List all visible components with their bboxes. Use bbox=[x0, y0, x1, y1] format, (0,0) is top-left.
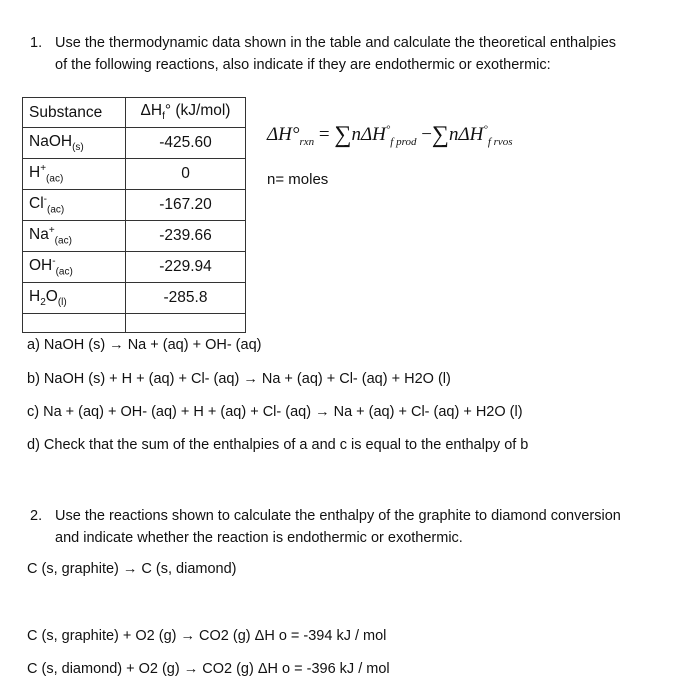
substance-cell: $OH^-_{(ac)}$ bbox=[23, 252, 126, 283]
q1-number: 1. bbox=[30, 35, 43, 51]
eq-lhs: ΔH° bbox=[267, 124, 300, 145]
q2-line2: and indicate whether the reaction is endothermic or exothermic. bbox=[55, 530, 463, 546]
table-row bbox=[23, 283, 246, 314]
table-row bbox=[23, 128, 246, 159]
sum-icon: ∑ bbox=[431, 122, 450, 148]
value-cell: -229.94 bbox=[126, 252, 246, 283]
q2-reaction-2: C (s, diamond) + O2 (g) → CO2 (g) ΔH o = -396 kJ / mol bbox=[27, 661, 390, 677]
value-cell: -239.66 bbox=[126, 221, 246, 252]
eq-lhs-sub: rxn bbox=[299, 135, 315, 148]
value-cell: -425.60 bbox=[126, 128, 246, 159]
substance-cell: $H^+_{(ac)}$ bbox=[23, 159, 126, 190]
table-header-row bbox=[23, 98, 246, 128]
q2-reaction-1: C (s, graphite) + O2 (g) → CO2 (g) ΔH o = -394 kJ / mol bbox=[27, 628, 387, 644]
reaction-c: c) Na + (aq) + OH- (aq) + H + (aq) + Cl- (aq) → Na + (aq) + Cl- (aq) + H2O (l) bbox=[27, 404, 523, 420]
eq-equals: = bbox=[318, 124, 330, 145]
dh-rest: ° (kJ/mol) bbox=[164, 102, 231, 120]
substance-cell: $Cl^-_{(ac)}$ bbox=[23, 190, 126, 221]
thermo-table bbox=[22, 97, 246, 333]
eq-term-react: nΔH bbox=[449, 124, 484, 145]
dh-sub: f bbox=[162, 111, 165, 123]
value-cell: -167.20 bbox=[126, 190, 246, 221]
q2-target-reaction: C (s, graphite) → C (s, diamond) bbox=[27, 561, 237, 577]
eq-sub-react: f rvos bbox=[487, 135, 513, 148]
reaction-d: d) Check that the sum of the enthalpies of a and c is equal to the enthalpy of b bbox=[27, 437, 529, 453]
enthalpy-equation: $\Delta H^\circ_{rxn} = \sum n\Delta H^\circ_{f prod} -\sum n\Delta H^\circ_{f rvos}$ bbox=[267, 122, 513, 148]
header-dhf bbox=[126, 98, 246, 128]
substance-cell: $Na^+_{(ac)}$ bbox=[23, 221, 126, 252]
eq-minus: − bbox=[421, 124, 432, 145]
value-cell: 0 bbox=[126, 159, 246, 190]
header-substance: Substance bbox=[23, 98, 126, 128]
q2-line1: Use the reactions shown to calculate the enthalpy of the graphite to diamond conversion bbox=[55, 508, 621, 524]
table-row bbox=[23, 252, 246, 283]
reaction-b: b) NaOH (s) + H + (aq) + Cl- (aq) → Na + (aq) + Cl- (aq) + H2O (l) bbox=[27, 371, 451, 387]
moles-note: n= moles bbox=[267, 171, 329, 188]
substance-cell: NaOH$_{(s)}$ bbox=[23, 128, 126, 159]
table-row bbox=[23, 190, 246, 221]
value-cell: -285.8 bbox=[126, 283, 246, 314]
eq-term-prod: nΔH bbox=[351, 124, 386, 145]
q2-number: 2. bbox=[30, 508, 43, 524]
eq-sub-prod: f prod bbox=[390, 135, 417, 148]
sum-icon: ∑ bbox=[334, 122, 352, 148]
table-row bbox=[23, 221, 246, 252]
q1-line2: of the following reactions, also indicate if they are endothermic or exothermic: bbox=[55, 57, 551, 73]
q1-line1: Use the thermodynamic data shown in the table and calculate the theoretical enthalpies bbox=[55, 35, 617, 51]
table-row bbox=[23, 159, 246, 190]
table-row-empty bbox=[23, 314, 246, 333]
substance-cell: $H_2O_{(l)}$ bbox=[23, 283, 126, 314]
dh-symbol: ΔH bbox=[140, 102, 163, 120]
reaction-a: a) NaOH (s) → Na + (aq) + OH- (aq) bbox=[27, 337, 262, 353]
